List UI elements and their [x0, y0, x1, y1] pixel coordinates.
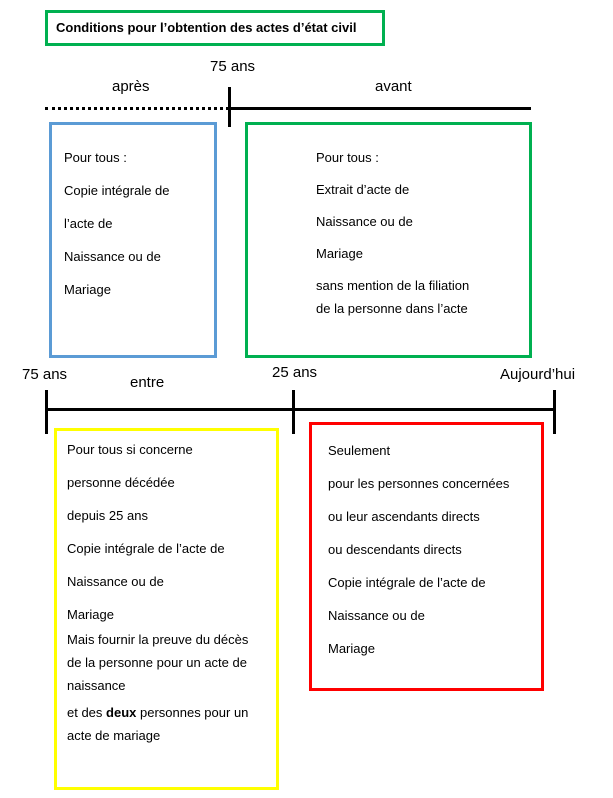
label-75-ans-bottom: 75 ans: [22, 366, 68, 383]
label-entre: entre: [130, 374, 165, 391]
green-box-text: [316, 149, 469, 317]
red-line: ou descendants directs: [328, 542, 462, 557]
box-green: [245, 122, 532, 358]
label-aujourdhui: Aujourd’hui: [500, 366, 576, 383]
timeline-solid-before: [229, 107, 531, 110]
tick-75-top: [228, 87, 231, 127]
blue-line: Mariage: [64, 282, 111, 297]
label-avant: avant: [375, 78, 412, 95]
box-yellow: [54, 428, 279, 790]
yellow-text-post: personnes pour un: [136, 705, 249, 720]
tick-today: [553, 390, 556, 434]
yellow-line: Mariage: [67, 607, 114, 622]
red-line: pour les personnes concernées: [328, 476, 510, 491]
timeline-bottom: [46, 408, 556, 411]
page-title: Conditions pour l’obtention des actes d’état civil: [56, 20, 357, 35]
yellow-line: Pour tous si concerne: [67, 442, 193, 457]
yellow-line: Mais fournir la preuve du décès: [67, 632, 249, 647]
green-line: de la personne dans l’acte: [316, 301, 468, 316]
yellow-line-emphasis: [67, 704, 277, 721]
tick-25: [292, 390, 295, 434]
green-line: Pour tous :: [316, 150, 379, 165]
green-line: Extrait d’acte de: [316, 182, 410, 197]
yellow-line: Copie intégrale de l’acte de: [67, 541, 225, 556]
box-red: [309, 422, 544, 691]
blue-line: Copie intégrale de: [64, 183, 170, 198]
blue-box-text: [64, 149, 170, 298]
red-line: ou leur ascendants directs: [328, 509, 480, 524]
yellow-line: acte de mariage: [67, 728, 161, 743]
yellow-text-pre: et des: [67, 705, 107, 720]
label-apres: après: [112, 78, 150, 95]
tick-75-bottom: [45, 390, 48, 434]
green-line: sans mention de la filiation: [316, 278, 470, 293]
yellow-text-bold: deux: [106, 705, 137, 720]
red-line: Mariage: [328, 641, 375, 656]
yellow-line: personne décédée: [67, 475, 175, 490]
label-75-ans-top: 75 ans: [210, 58, 256, 75]
green-line: Mariage: [316, 246, 363, 261]
timeline-dotted-after: [45, 107, 229, 110]
green-line: Naissance ou de: [316, 214, 413, 229]
red-box-text: [328, 442, 509, 657]
yellow-line: naissance: [67, 678, 126, 693]
blue-line: Pour tous :: [64, 150, 127, 165]
yellow-line: de la personne pour un acte de: [67, 655, 247, 670]
red-line: Copie intégrale de l’acte de: [328, 575, 486, 590]
blue-line: Naissance ou de: [64, 249, 161, 264]
yellow-box-text: [67, 441, 277, 744]
label-25-ans: 25 ans: [272, 364, 318, 381]
box-blue: [49, 122, 217, 358]
blue-line: l’acte de: [64, 216, 113, 231]
title-box: [45, 10, 385, 46]
red-line: Seulement: [328, 443, 391, 458]
yellow-line: depuis 25 ans: [67, 508, 148, 523]
yellow-line: Naissance ou de: [67, 574, 164, 589]
red-line: Naissance ou de: [328, 608, 425, 623]
